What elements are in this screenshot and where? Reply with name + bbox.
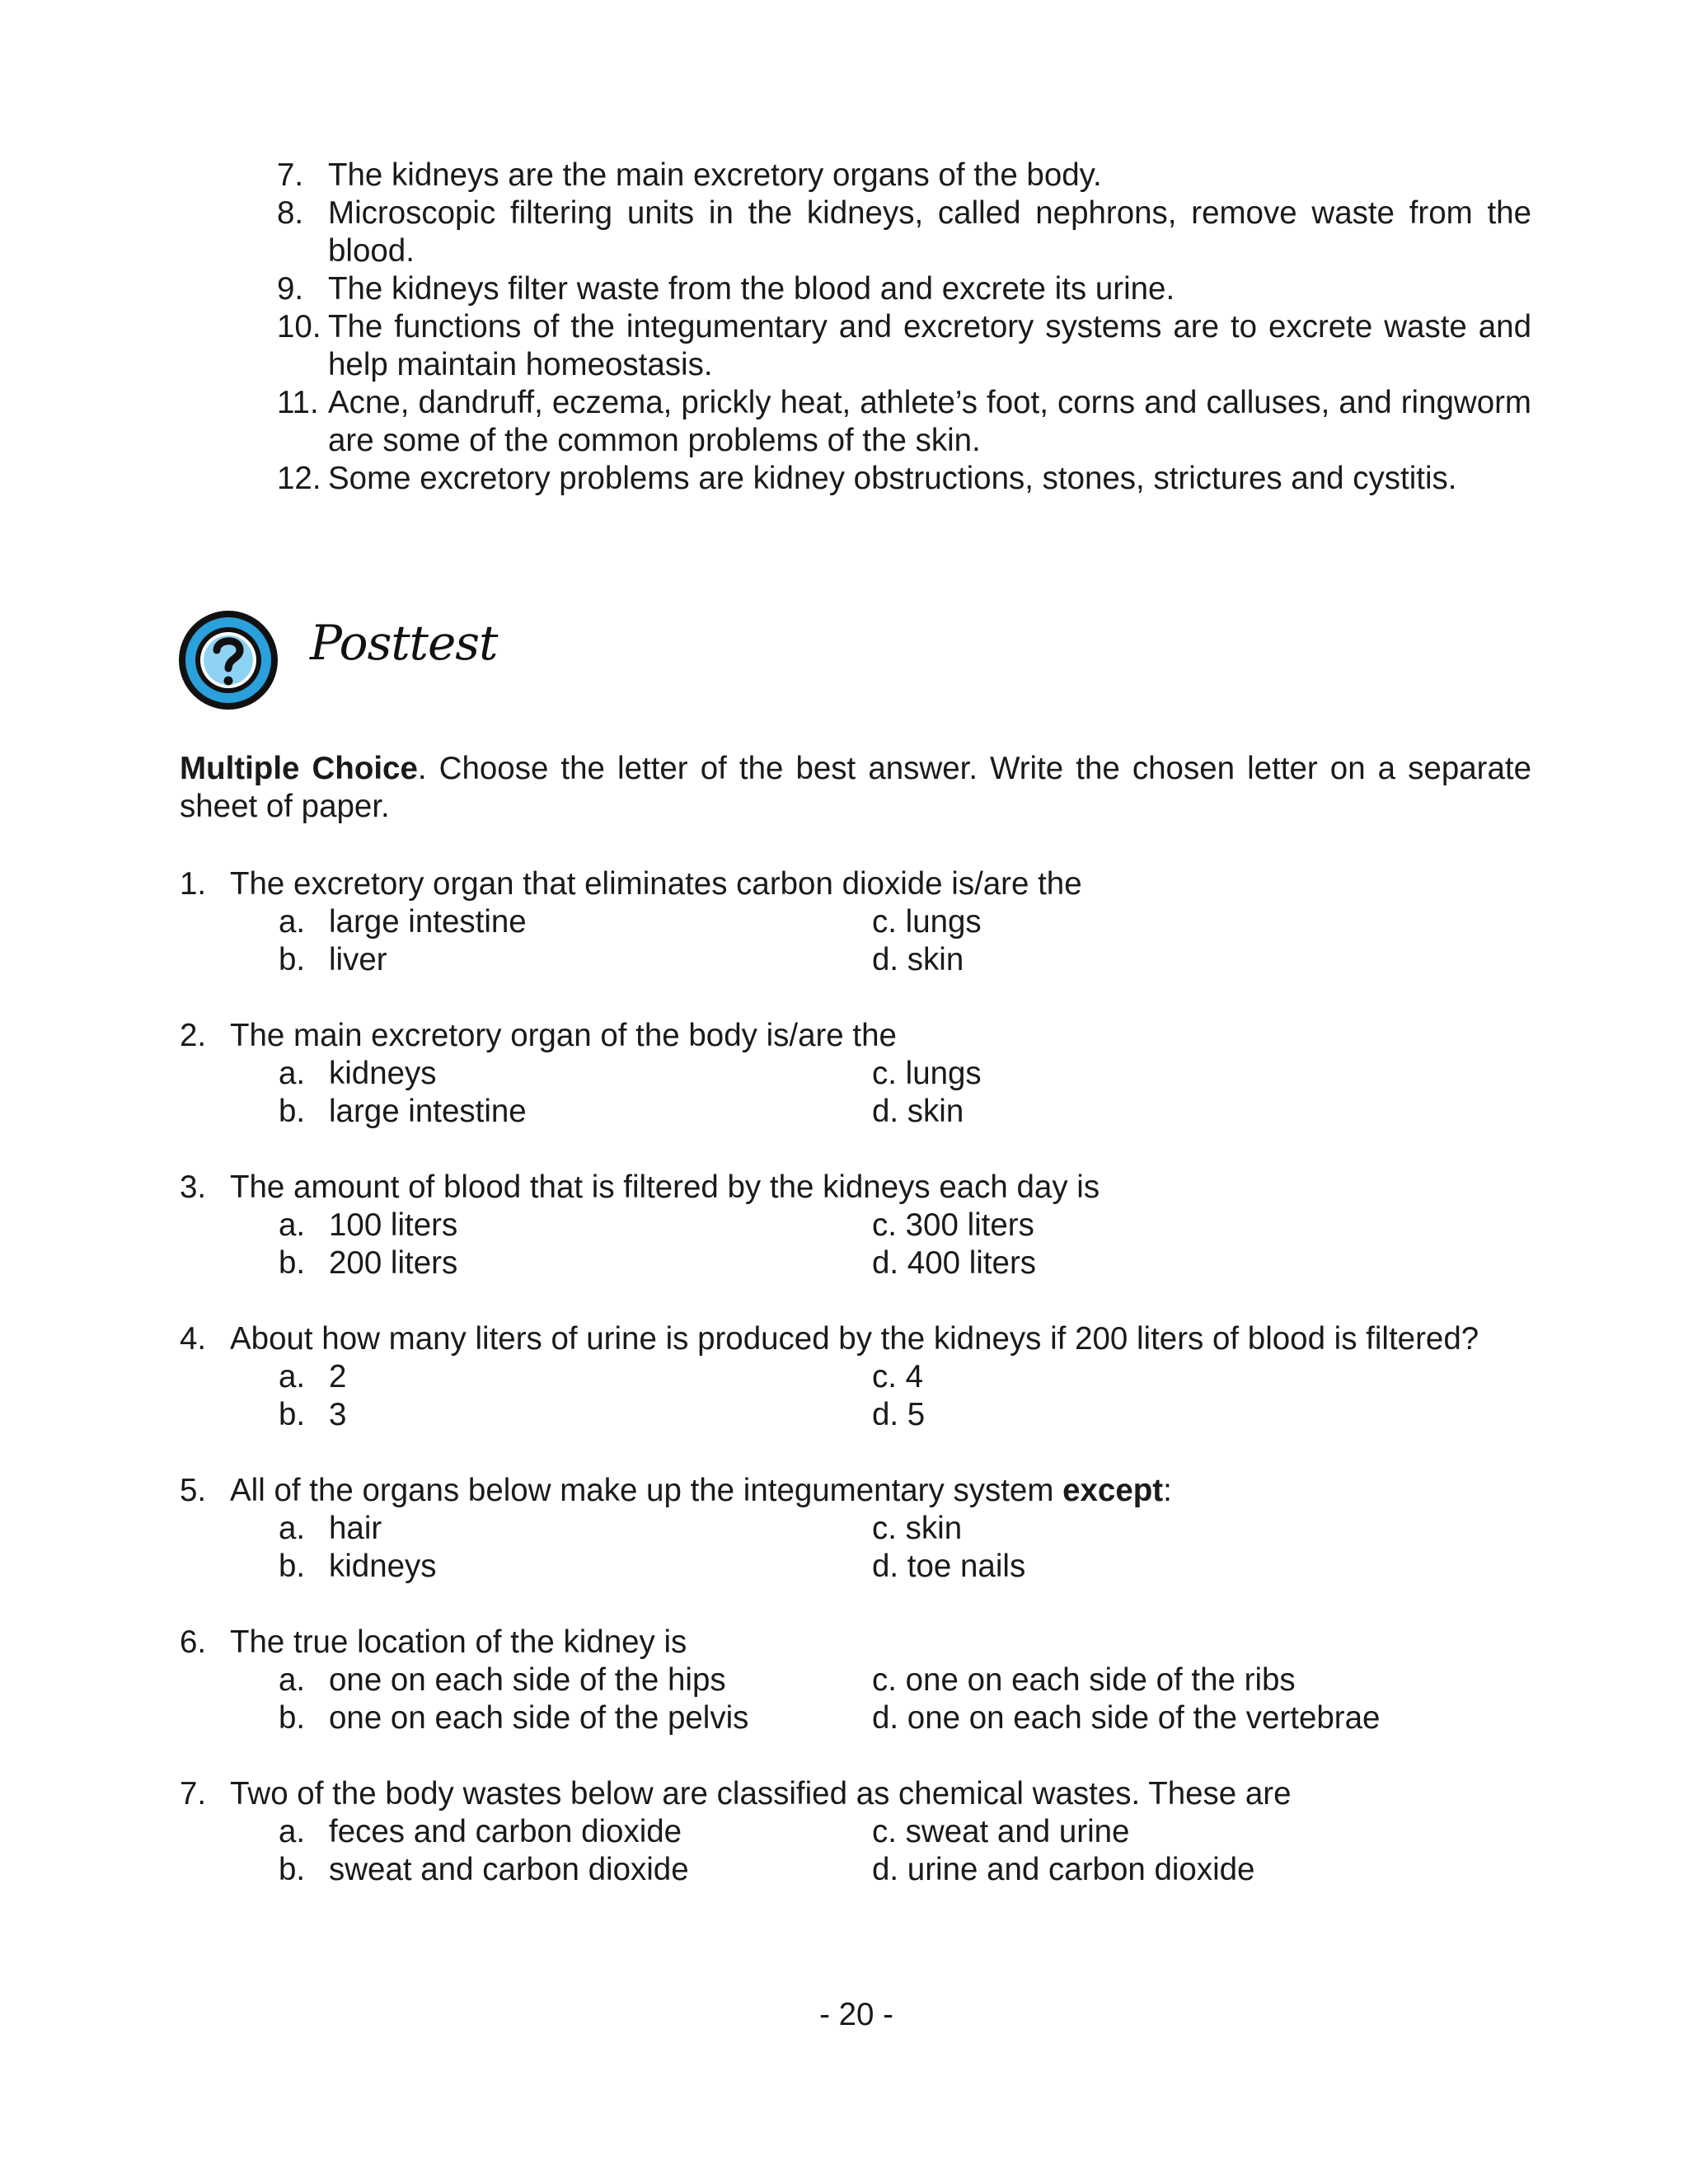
option-text: 100 liters — [329, 1207, 458, 1243]
option-b — [279, 1851, 872, 1889]
question — [180, 1169, 1531, 1282]
question-mark-icon — [176, 607, 281, 713]
answer-options — [279, 1813, 1531, 1889]
option-text: sweat and carbon dioxide — [329, 1852, 689, 1887]
answer-options — [279, 1510, 1531, 1586]
question — [180, 1775, 1531, 1889]
option-b — [279, 1244, 872, 1282]
question-number: 2. — [180, 1018, 207, 1053]
summary-item-text: The kidneys filter waste from the blood and excrete its urine. — [328, 271, 1175, 307]
question-list — [180, 865, 1531, 1927]
option-letter: b. — [279, 1549, 306, 1584]
option-text: feces and carbon dioxide — [329, 1814, 682, 1849]
option-b — [279, 1548, 872, 1586]
summary-list — [277, 157, 1531, 498]
summary-item-text: The functions of the integumentary and excretory systems are to excrete waste and help maintain homeostasis. — [328, 309, 1531, 382]
option-letter: a. — [279, 1662, 306, 1698]
option-c: c. skin — [872, 1511, 963, 1546]
option-letter: b. — [279, 942, 306, 977]
option-b — [279, 1396, 872, 1434]
question-stem — [180, 1775, 1531, 1813]
question-stem — [180, 1169, 1531, 1207]
answer-options — [279, 1661, 1531, 1737]
summary-item-text: Some excretory problems are kidney obstructions, stones, strictures and cystitis. — [328, 461, 1457, 496]
posttest-title: Posttest — [310, 615, 498, 671]
option-a — [279, 1055, 872, 1093]
question-text-end: : — [1163, 1473, 1172, 1508]
option-d: d. urine and carbon dioxide — [872, 1852, 1255, 1887]
option-letter: b. — [279, 1094, 306, 1129]
option-letter: b. — [279, 1245, 306, 1281]
summary-item-number: 10. — [277, 309, 321, 344]
summary-item — [277, 270, 1531, 308]
option-d: d. skin — [872, 1094, 964, 1129]
question-text: About how many liters of urine is produced by the kidneys if 200 liters of blood is filtered? — [230, 1321, 1479, 1357]
option-a — [279, 1510, 872, 1548]
option-c: c. one on each side of the ribs — [872, 1662, 1296, 1698]
option-text: one on each side of the pelvis — [329, 1700, 749, 1736]
question-text: The main excretory organ of the body is/are the — [230, 1018, 897, 1053]
summary-item — [277, 460, 1531, 498]
summary-item-number: 11. — [277, 385, 319, 420]
summary-item — [277, 194, 1531, 270]
summary-item-number: 8. — [277, 195, 304, 231]
option-c: c. 4 — [872, 1359, 924, 1394]
option-text: hair — [329, 1511, 382, 1546]
option-text: large intestine — [329, 1094, 527, 1129]
summary-item-number: 12. — [277, 461, 321, 496]
question-stem — [180, 1017, 1531, 1055]
question-text: All of the organs below make up the integumentary system — [230, 1473, 1063, 1508]
option-d: d. skin — [872, 942, 964, 977]
question-number: 6. — [180, 1624, 207, 1660]
summary-item-number: 7. — [277, 157, 304, 193]
option-text: 200 liters — [329, 1245, 458, 1281]
summary-item-text: Acne, dandruff, eczema, prickly heat, athlete’s foot, corns and calluses, and ringworm are some of the common problems of the skin. — [328, 385, 1531, 458]
option-d: d. 400 liters — [872, 1245, 1037, 1281]
option-text: 3 — [329, 1397, 347, 1432]
question-number: 3. — [180, 1169, 207, 1205]
option-text: kidneys — [329, 1549, 437, 1584]
option-c: c. 300 liters — [872, 1207, 1034, 1243]
question-number: 1. — [180, 866, 207, 902]
option-b — [279, 1699, 872, 1737]
question-number: 5. — [180, 1473, 207, 1508]
option-text: liver — [329, 942, 387, 977]
option-a — [279, 1207, 872, 1244]
option-letter: b. — [279, 1700, 306, 1736]
option-a — [279, 903, 872, 941]
summary-item-number: 9. — [277, 271, 304, 307]
option-d: d. one on each side of the vertebrae — [872, 1700, 1381, 1736]
option-a — [279, 1813, 872, 1851]
option-letter: a. — [279, 1511, 306, 1546]
option-a — [279, 1358, 872, 1396]
option-letter: a. — [279, 1056, 306, 1091]
question — [180, 1320, 1531, 1434]
question-number: 7. — [180, 1776, 207, 1811]
question-stem — [180, 865, 1531, 903]
page-number: - 20 - — [819, 1997, 893, 2032]
summary-item — [277, 157, 1531, 194]
answer-options — [279, 1358, 1531, 1434]
option-text: 2 — [329, 1359, 347, 1394]
instructions-label: Multiple Choice — [180, 751, 418, 786]
question — [180, 865, 1531, 979]
option-c: c. lungs — [872, 904, 982, 940]
option-b — [279, 941, 872, 979]
option-letter: a. — [279, 1814, 306, 1849]
question-text: The excretory organ that eliminates carbon dioxide is/are the — [230, 866, 1082, 902]
question-text: Two of the body wastes below are classified as chemical wastes. These are — [230, 1776, 1292, 1811]
summary-item-text: The kidneys are the main excretory organs of the body. — [328, 157, 1102, 193]
question-stem — [180, 1320, 1531, 1358]
option-letter: b. — [279, 1852, 306, 1887]
summary-item — [277, 384, 1531, 460]
option-letter: b. — [279, 1397, 306, 1432]
question — [180, 1017, 1531, 1131]
summary-item — [277, 308, 1531, 384]
option-c: c. sweat and urine — [872, 1814, 1130, 1849]
answer-options — [279, 1207, 1531, 1282]
answer-options — [279, 1055, 1531, 1131]
option-text: large intestine — [329, 904, 527, 940]
instructions-text: . Choose the letter of the best answer. Write the chosen letter on a separate sheet of paper. — [180, 751, 1532, 824]
question-emphasis: except — [1062, 1473, 1164, 1508]
option-letter: a. — [279, 1207, 306, 1243]
option-a — [279, 1661, 872, 1699]
option-letter: a. — [279, 904, 306, 940]
instructions — [180, 750, 1531, 826]
summary-item-text: Microscopic filtering units in the kidneys, called nephrons, remove waste from the blood. — [328, 195, 1531, 269]
option-d: d. toe nails — [872, 1549, 1026, 1584]
option-d: d. 5 — [872, 1397, 926, 1432]
option-c: c. lungs — [872, 1056, 982, 1091]
answer-options — [279, 903, 1531, 979]
question — [180, 1624, 1531, 1737]
question-text: The true location of the kidney is — [230, 1624, 687, 1660]
question-stem — [180, 1624, 1531, 1661]
question-number: 4. — [180, 1321, 207, 1357]
option-b — [279, 1093, 872, 1131]
option-text: one on each side of the hips — [329, 1662, 726, 1698]
question-text: The amount of blood that is filtered by the kidneys each day is — [230, 1169, 1100, 1205]
question — [180, 1472, 1531, 1586]
option-text: kidneys — [329, 1056, 437, 1091]
option-letter: a. — [279, 1359, 306, 1394]
question-stem — [180, 1472, 1531, 1510]
